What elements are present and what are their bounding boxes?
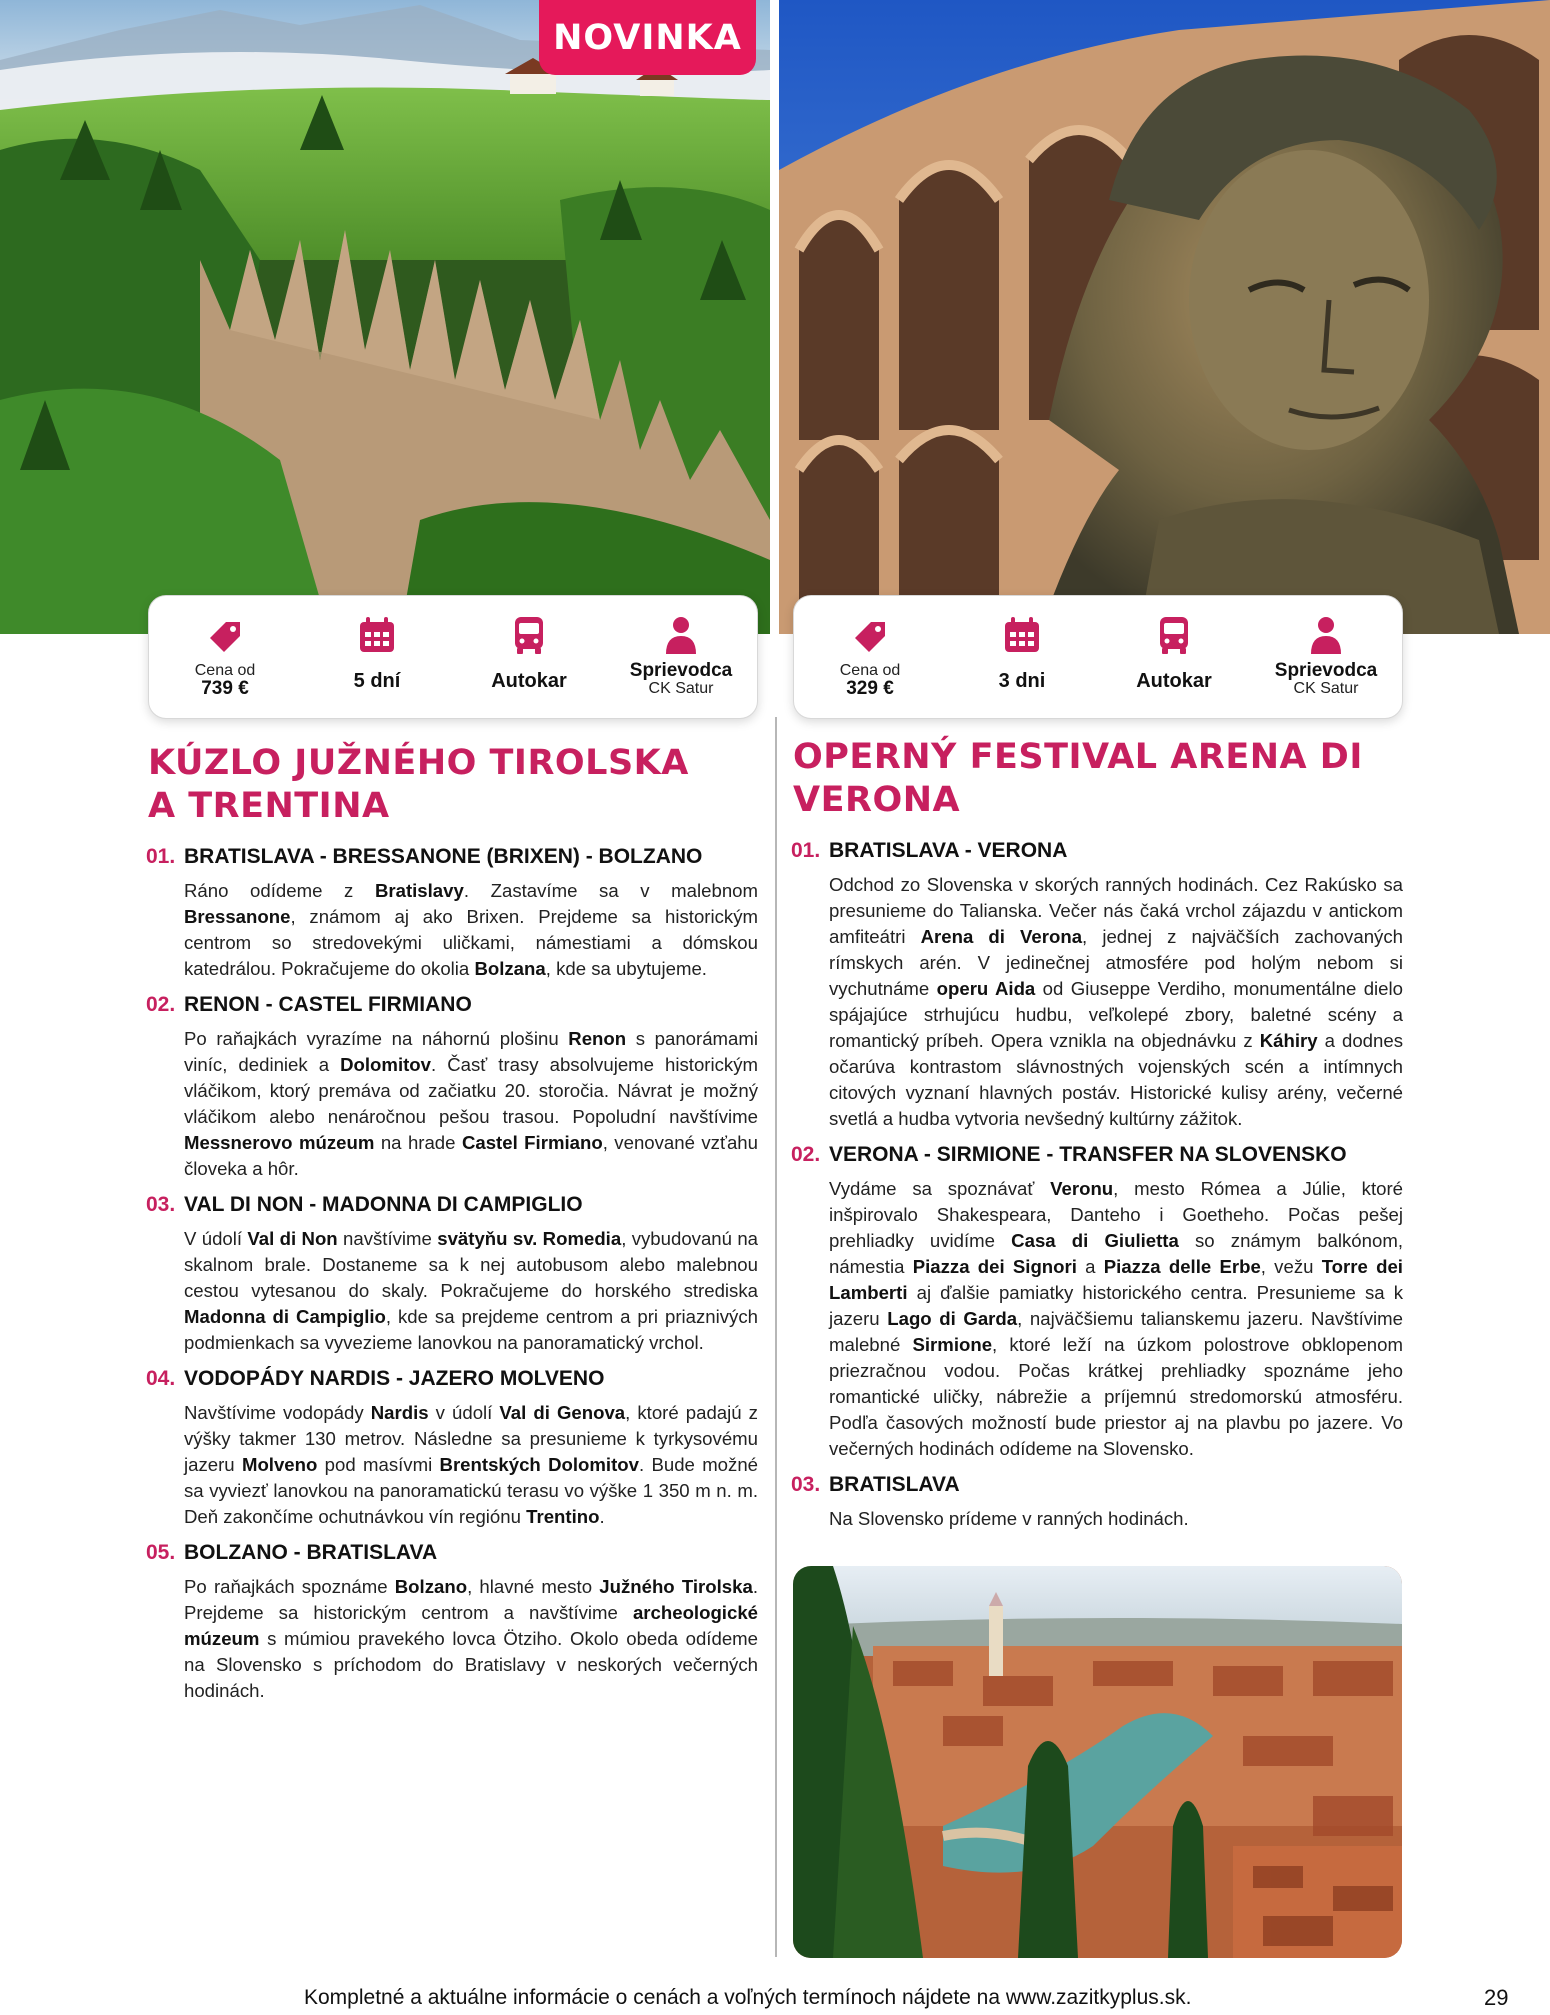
column-divider (775, 717, 777, 1957)
transport-value: Autokar (1136, 670, 1212, 692)
price-value: 739 € (201, 678, 249, 699)
day-heading (146, 844, 758, 870)
day-description: Na Slovensko prídeme v ranných hodinách. (829, 1508, 1189, 1529)
itinerary (793, 838, 1403, 1532)
guide-info (1250, 596, 1402, 718)
trip-info-card (793, 595, 1403, 719)
duration-info (301, 596, 453, 718)
guide-value: CK Satur (1293, 680, 1359, 697)
day-title: BRATISLAVA - BRESSANONE (BRIXEN) - BOLZANO (184, 845, 703, 868)
footer-text: Kompletné a aktuálne informácie o cenách a voľných termínoch nájdete na www.zazitkyplus.sk. (304, 1986, 1192, 2009)
day-title: VODOPÁDY NARDIS - JAZERO MOLVENO (184, 1367, 605, 1390)
person-icon (660, 614, 702, 656)
verona-city-photo (793, 1566, 1402, 1958)
price-tag-icon (204, 614, 246, 656)
duration-info (946, 596, 1098, 718)
day-number: 03. (791, 1473, 821, 1496)
price-tag-icon (849, 614, 891, 656)
tour-title-line1: OPERNÝ FESTIVAL ARENA DI (793, 737, 1363, 777)
south-tyrol-photo (0, 0, 770, 634)
day-number: 04. (146, 1367, 176, 1390)
day-number: 03. (146, 1193, 176, 1216)
day-description: Navštívime vodopády Nardis v údolí Val di Genova, ktoré padajú z výšky takmer 130 metrov. Následne sa presunieme k tyrkysovému jazeru Molveno pod masívmi Brentských Dolomitov. Bude možné sa vyviezť lanovkou na panoramatickú terasu vo výške 1 350 m n. m. Deň zakončíme ochutnávkou vín regiónu Trentino. (184, 1402, 759, 1527)
day-heading (146, 1192, 758, 1218)
day-heading (791, 1142, 1403, 1168)
bus-icon (508, 614, 550, 656)
day-heading (146, 1366, 758, 1392)
tour-title-line2: VERONA (793, 780, 961, 820)
day-heading (791, 838, 1403, 864)
price-label: Cena od (839, 662, 901, 679)
day-heading (146, 1540, 758, 1566)
day-description: Odchod zo Slovenska v skorých ranných hodinách. Cez Rakúsko sa presunieme do Talianska. Večer nás čaká vrchol zájazdu v antickom amfiteátri Arena di Verona, jednej z najväčších zachovaných rímskych arén. V jedinečnej atmosfére pod holým nebom si vychutnáme operu Aida od Giuseppe Verdiho, monumentálne dielo spájajúce strhujúcu hudbu, veľkolepé zbory, baletné scény a romantický príbeh. Opera vznikla na objednávku z Káhiry a dodnes očarúva kontrastom slávnostných vojenských scén a intímnych citových vyznaní hlavných postáv. Historické kulisy arény, večerné svetlá a hudba vytvoria nevšedný kultúrny zážitok. (829, 874, 1403, 1129)
day-number: 01. (791, 839, 821, 862)
day-number: 02. (791, 1143, 821, 1166)
day-number: 02. (146, 993, 176, 1016)
transport-value: Autokar (491, 670, 567, 692)
day-title: VERONA - SIRMIONE - TRANSFER NA SLOVENSKO (829, 1143, 1347, 1166)
tour-verona (793, 736, 1403, 1542)
duration-value: 5 dní (353, 670, 401, 692)
transport-info (1098, 596, 1250, 718)
tour-title-line2: A TRENTINA (148, 786, 390, 826)
new-badge: NOVINKA (539, 0, 756, 75)
tour-title (793, 736, 1403, 822)
arena-di-verona-photo (779, 0, 1550, 634)
tour-tyrol (148, 742, 758, 1714)
tour-title (148, 742, 758, 828)
guide-label: Sprievodca (1274, 660, 1378, 681)
day-title: RENON - CASTEL FIRMIANO (184, 993, 472, 1016)
guide-info (605, 596, 757, 718)
price-value: 329 € (846, 678, 894, 699)
day-description: Po raňajkách spoznáme Bolzano, hlavné mesto Južného Tirolska. Prejdeme sa historickým centrom a navštívime archeologické múzeum s múmiou pravekého lovca Ötziho. Okolo obeda odídeme na Slovensko s príchodom do Bratislavy v neskorých večerných hodinách. (184, 1576, 758, 1701)
calendar-icon (1001, 614, 1043, 656)
tour-title-line1: KÚZLO JUŽNÉHO TIROLSKA (148, 743, 689, 783)
day-title: VAL DI NON - MADONNA DI CAMPIGLIO (184, 1193, 583, 1216)
day-description: Po raňajkách vyrazíme na náhornú plošinu Renon s panorámami viníc, dediniek a Dolomitov. Časť trasy absolvujeme historickým vláčikom, ktorý premáva od začiatku 20. storočia. Návrat je možný vláčikom alebo nenáročnou pešou trasou. Popoludní navštívime Messnerovo múzeum na hrade Castel Firmiano, venované vzťahu človeka a hôr. (184, 1028, 759, 1179)
page-number: 29 (1484, 1985, 1509, 2010)
day-description: V údolí Val di Non navštívime svätyňu sv. Romedia, vybudovanú na skalnom brale. Dostaneme sa k nej autobusom alebo malebnou cestou vytesanou do skaly. Pokračujeme do horského strediska Madonna di Campiglio, kde sa prejdeme centrom a pri priaznivých podmienkach sa vyvezieme lanovkou na panoramatický vrchol. (184, 1228, 758, 1353)
guide-value: CK Satur (648, 680, 714, 697)
person-icon (1305, 614, 1347, 656)
day-number: 01. (146, 845, 176, 868)
day-number: 05. (146, 1541, 176, 1564)
price-info (149, 596, 301, 718)
guide-label: Sprievodca (629, 660, 733, 681)
price-label: Cena od (194, 662, 256, 679)
calendar-icon (356, 614, 398, 656)
day-heading (146, 992, 758, 1018)
duration-value: 3 dni (998, 670, 1046, 692)
transport-info (453, 596, 605, 718)
day-title: BOLZANO - BRATISLAVA (184, 1541, 438, 1564)
bus-icon (1153, 614, 1195, 656)
day-heading (791, 1472, 1403, 1498)
day-description: Ráno odídeme z Bratislavy. Zastavíme sa v malebnom Bressanone, známom aj ako Brixen. Prejdeme sa historickým centrom so stredovekými uličkami, námestiami a dómskou katedrálou. Pokračujeme do okolia Bolzana, kde sa ubytujeme. (184, 880, 758, 979)
itinerary (148, 844, 758, 1704)
day-description: Vydáme sa spoznávať Veronu, mesto Rómea a Júlie, ktoré inšpirovalo Shakespeara, Danteho i Goetheho. Počas pešej prehliadky uvidíme Casa di Giulietta so známym balkónom, námestia Piazza dei Signori a Piazza delle Erbe, vežu Torre dei Lamberti aj ďalšie pamiatky historického centra. Presunieme sa k jazeru Lago di Garda, najväčšiemu talianskemu jazeru. Navštívime malebné Sirmione, ktoré leží na úzkom polostrove obklopenom priezračnou vodou. Počas krátkej prehliadky spoznáme jeho romantické uličky, nábrežie a príjemnú stredomorskú atmosféru. Podľa časových možností bude priestor aj na plavbu po jazere. Vo večerných hodinách odídeme na Slovensko. (829, 1178, 1403, 1459)
day-title: BRATISLAVA (829, 1473, 960, 1496)
trip-info-card (148, 595, 758, 719)
day-title: BRATISLAVA - VERONA (829, 839, 1068, 862)
price-info (794, 596, 946, 718)
